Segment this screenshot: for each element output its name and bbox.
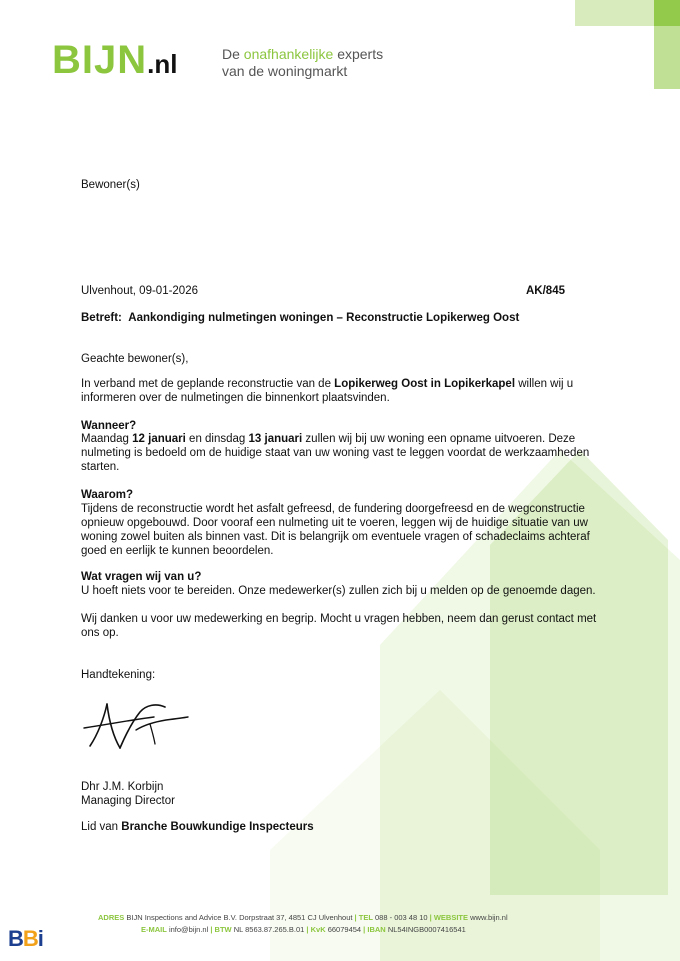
membership-line [81, 820, 314, 834]
signer-title: Managing Director [81, 795, 175, 807]
footer-email-label: E-MAIL [141, 925, 167, 934]
bijn-logo [52, 40, 177, 84]
footer-btw-label: BTW [214, 925, 232, 934]
footer-sep: | [361, 925, 368, 934]
tagline-highlight: onafhankelijke [243, 46, 334, 62]
when-part2: en dinsdag [185, 433, 249, 445]
when-part3: zullen wij bij uw woning een opname uitvoeren. Deze nulmeting is bedoeld om de huidige staat van uw woning vast te leggen voordat de werkzaamheden starten. [81, 433, 590, 473]
subject-label: Betreft: [81, 312, 122, 324]
logo-main: BIJN [52, 38, 148, 82]
when-date2: 13 januari [248, 433, 303, 445]
member-bold: Branche Bouwkundige Inspecteurs [121, 821, 314, 833]
thanks-paragraph: Wij danken u voor uw medewerking en begrip. Mocht u vragen hebben, neem dan gerust contact met ons op. [81, 613, 597, 639]
footer-tel-label: TEL [358, 913, 373, 922]
signer-name: Dhr J.M. Korbijn [81, 781, 164, 793]
when-paragraph [81, 432, 591, 474]
reference: AK/845 [526, 285, 565, 297]
member-pre: Lid van [81, 821, 122, 833]
intro-bold: Lopikerweg Oost in Lopikerkapel [334, 378, 516, 390]
corner-bar-dark [654, 0, 680, 26]
footer-adres-label: ADRES [98, 913, 125, 922]
salutation: Geachte bewoner(s), [81, 353, 189, 365]
footer-sep: | [352, 913, 359, 922]
bbi-letter-2: B [22, 926, 38, 951]
footer-adres: BIJN Inspections and Advice B.V. Dorpstraat 37, 4851 CJ Ulvenhout [126, 913, 353, 922]
bbi-letter-1: B [8, 926, 23, 951]
footer-iban: NL54INGB0007416541 [387, 925, 466, 934]
why-paragraph: Tijdens de reconstructie wordt het asfalt gefreesd, de fundering doorgefreesd en de wegconstructie opnieuw opgebouwd. Door vooraf een nulmeting uit te voeren, leggen wij de huidige situatie van uw woning zowel buiten als binnen vast. Dit is belangrijk om eventuele vragen of schadeclaims achteraf goed en eerlijk te kunnen beoordelen. [81, 503, 590, 557]
logo-tld: .nl [147, 49, 178, 79]
intro-paragraph [81, 377, 593, 405]
intro-part2: willen wij u informeren over de nulmetingen die binnenkort plaatsvinden. [81, 378, 574, 404]
footer-kvk: 66079454 [327, 925, 362, 934]
tagline [222, 46, 383, 80]
footer-line1 [98, 912, 508, 924]
footer-kvk-label: KvK [310, 925, 326, 934]
corner-bar-column [654, 26, 680, 89]
footer-tel: 088 - 003 48 10 [375, 913, 428, 922]
footer-website-label: WEBSITE [433, 913, 469, 922]
addressee: Bewoner(s) [81, 179, 140, 191]
subject-line [81, 311, 519, 325]
footer-sep: | [304, 925, 311, 934]
footer-sep: | [427, 913, 434, 922]
tagline-post: experts [333, 46, 384, 62]
place-date: Ulvenhout, 09-01-2026 [81, 285, 198, 297]
footer-btw: NL 8563.87.265.B.01 [233, 925, 305, 934]
why-heading: Waarom? [81, 489, 133, 501]
bbi-logo [8, 926, 43, 952]
ask-heading: Wat vragen wij van u? [81, 571, 202, 583]
tagline-line1 [222, 46, 383, 63]
subject-text: Aankondiging nulmetingen woningen – Reconstructie Lopikerweg Oost [128, 312, 520, 324]
footer-website: www.bijn.nl [470, 913, 508, 922]
signature-image [80, 698, 195, 756]
when-date1: 12 januari [132, 433, 186, 445]
bbi-letter-3: i [37, 926, 43, 951]
tagline-pre: De [222, 46, 244, 62]
when-part1: Maandag [81, 433, 133, 445]
footer-email: info@bijn.nl [168, 925, 209, 934]
when-heading: Wanneer? [81, 420, 137, 432]
ask-paragraph: U hoeft niets voor te bereiden. Onze medewerker(s) zullen zich bij u melden op de genoemde dagen. [81, 585, 596, 597]
footer-iban-label: IBAN [367, 925, 386, 934]
tagline-line2: van de woningmarkt [222, 63, 348, 79]
signature-label: Handtekening: [81, 669, 156, 681]
intro-part1: In verband met de geplande reconstructie van de [81, 378, 335, 390]
footer-sep: | [208, 925, 215, 934]
footer-line2 [141, 924, 466, 936]
